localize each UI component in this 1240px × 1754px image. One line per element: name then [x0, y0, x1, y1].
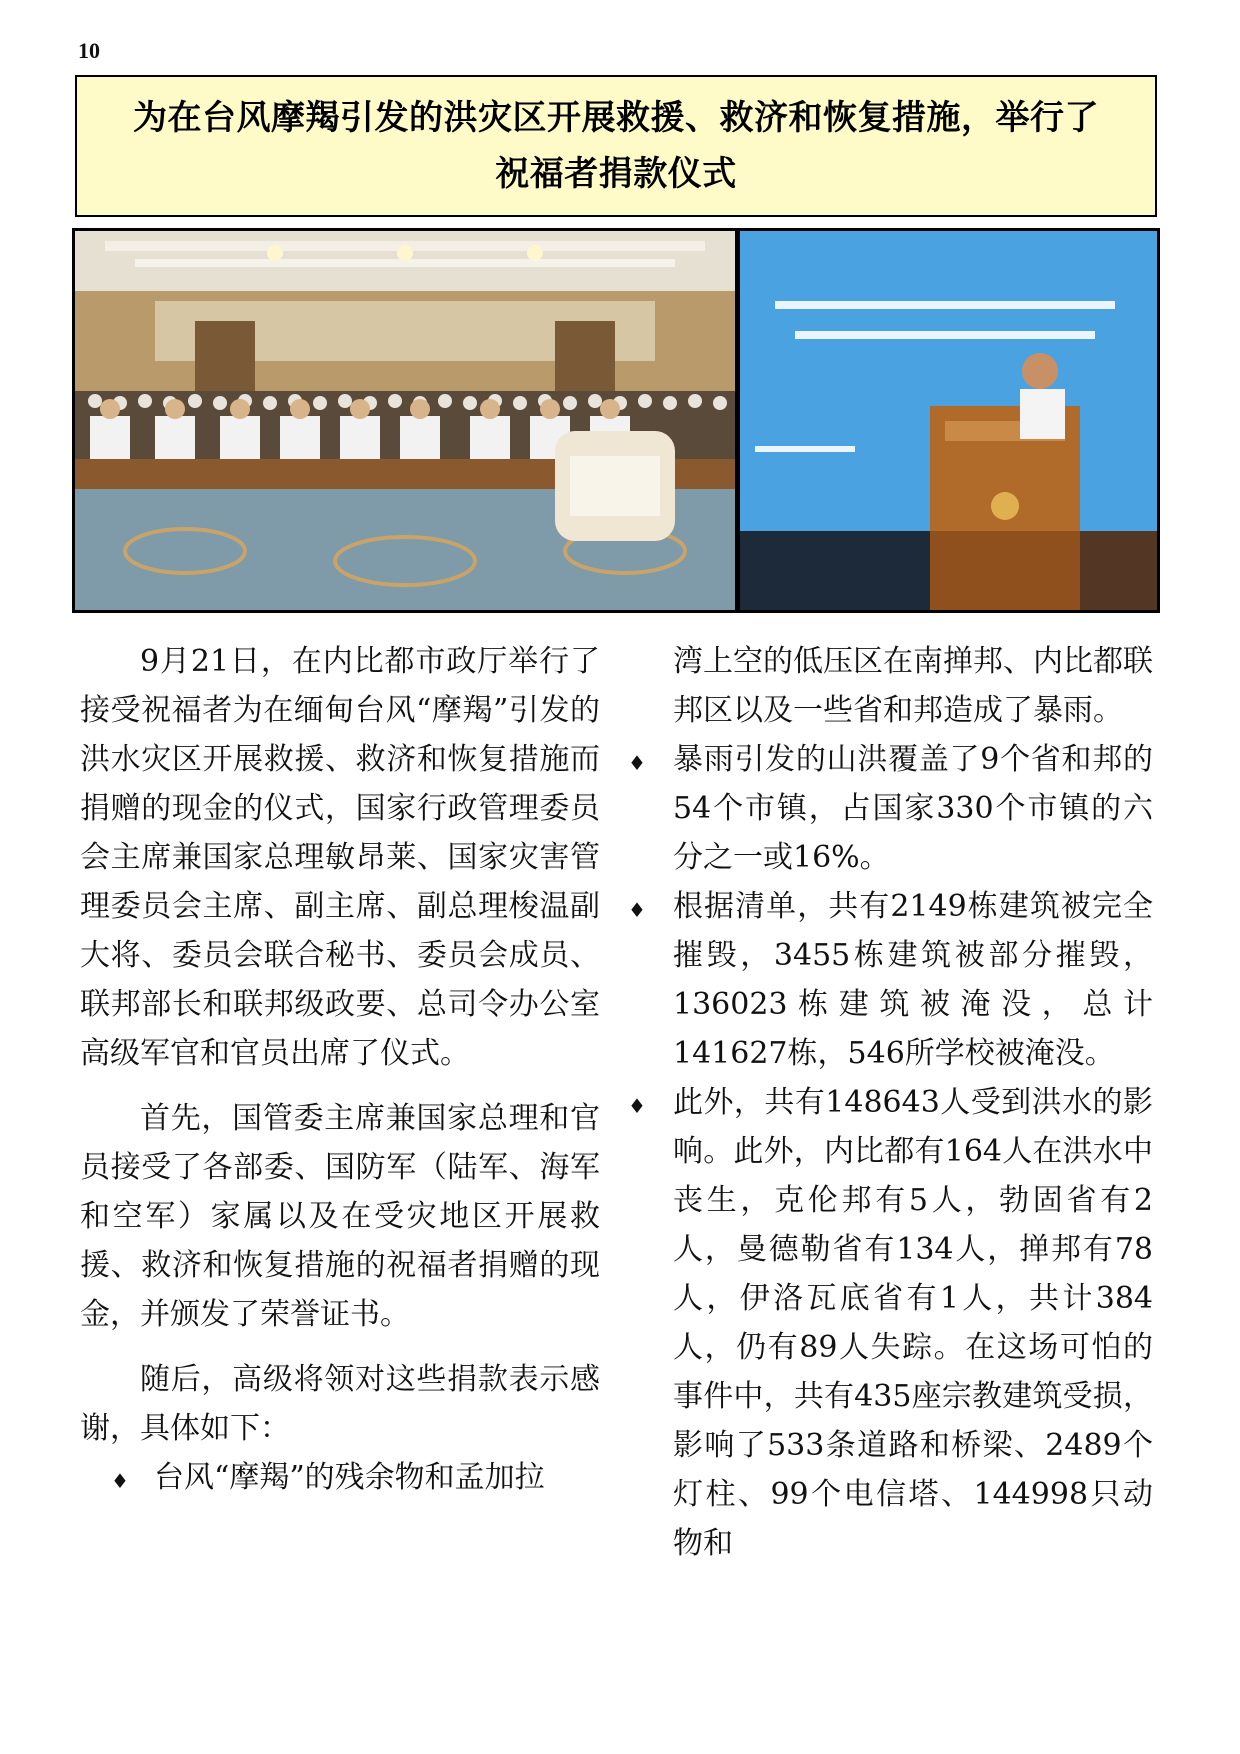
bullet-item-4-text: 此外，共有148643人受到洪水的影响。此外，内比都有164人在洪水中丧生，克伦邦有5人，勃固省有2人，曼德勒省有134人，掸邦有78人，伊洛瓦底省有1人，共计384人，仍有89人失踪。在这场可怕的事件中，共有435座宗教建筑受损，影响了533条道路和桥梁、2489个灯柱、99个电信塔、144998只动物和 [673, 1085, 1153, 1561]
article-paragraph-2: 首先，国管委主席兼国家总理和官员接受了各部委、国防军（陆军、海军和空军）家属以及在受灾地区开展救援、救济和恢复措施的祝福者捐赠的现金，并颁发了荣誉证书。 [80, 1101, 600, 1332]
photo-strip [72, 228, 1160, 613]
bullet-diamond-icon: ♦ [628, 751, 646, 775]
bullet-diamond-icon: ♦ [111, 1469, 129, 1493]
bullet-item-1 [111, 1453, 600, 1502]
bullet-diamond-icon: ♦ [628, 1094, 646, 1118]
headline-box [75, 75, 1157, 217]
bullet-item-2-text: 暴雨引发的山洪覆盖了9个省和邦的54个市镇，占国家330个市镇的六分之一或16%。 [673, 742, 1153, 875]
headline-line-2: 祝福者捐款仪式 [495, 154, 737, 194]
article-right-column [628, 637, 1153, 1568]
bullet-diamond-icon: ♦ [628, 898, 646, 922]
headline-line-1: 为在台风摩羯引发的洪灾区开展救援、救济和恢复措施，举行了 [133, 98, 1099, 138]
page-number: 10 [78, 38, 100, 63]
article-left-column [80, 637, 600, 1502]
photo-composite [75, 231, 1157, 610]
ceremony-hall-photo [75, 231, 735, 610]
bullet-item-3 [628, 882, 1153, 1078]
article-paragraph-3: 随后，高级将领对这些捐款表示感谢，具体如下： [80, 1362, 600, 1446]
bullet-item-1-continuation: 湾上空的低压区在南掸邦、内比都联邦区以及一些省和邦造成了暴雨。 [673, 644, 1153, 728]
bullet-item-2 [628, 735, 1153, 882]
speaker-podium-photo [740, 231, 1157, 610]
bullet-item-4 [628, 1078, 1153, 1568]
bullet-item-1-text: 台风“摩羯”的残余物和孟加拉 [154, 1460, 545, 1495]
bullet-item-3-text: 根据清单，共有2149栋建筑被完全摧毁，3455栋建筑被部分摧毁，136023栋建筑被淹没，总计141627栋，546所学校被淹没。 [673, 889, 1153, 1071]
article-paragraph-1: 9月21日，在内比都市政厅举行了接受祝福者为在缅甸台风“摩羯”引发的洪水灾区开展救援、救济和恢复措施而捐赠的现金的仪式，国家行政管理委员会主席兼国家总理敏昂莱、国家灾害管理委员会主席、副主席、副总理梭温副大将、委员会联合秘书、委员会成员、联邦部长和联邦级政要、总司令办公室高级军官和官员出席了仪式。 [80, 644, 600, 1071]
